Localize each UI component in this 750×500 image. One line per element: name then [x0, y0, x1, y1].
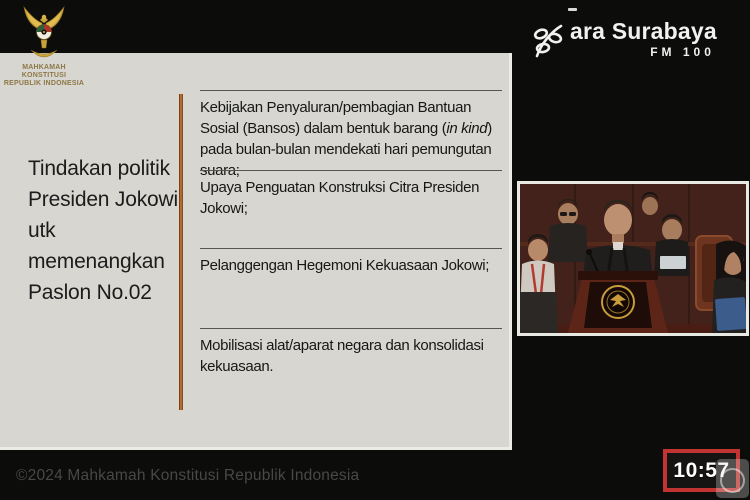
slide-bullet-3: Pelanggengan Hegemoni Kekuasaan Jokowi;: [200, 248, 502, 276]
bullet-1-text: Kebijakan Penyaluran/pembagian Bantuan Sosial (Bansos) dalam bentuk barang (: [200, 99, 472, 137]
presentation-slide: [0, 53, 512, 450]
suara-surabaya-logo-icon: [531, 22, 565, 58]
logo-fragment-dash: [568, 8, 577, 11]
mk-watermark-line2: REPUBLIK INDONESIA: [3, 80, 85, 87]
slide-bullet-list: [200, 53, 502, 447]
slide-bullet-4: Mobilisasi alat/aparat negara dan konsolidasi kekuasaan.: [200, 328, 502, 377]
slide-bullet-1: [200, 90, 502, 181]
courtroom-scene: [520, 184, 746, 333]
mk-watermark-line1: MAHKAMAH KONSTITUSI: [21, 64, 67, 79]
copyright-text: ©2024 Mahkamah Konstitusi Republik Indonesia: [16, 467, 360, 484]
bullet-1-italic-text: in kind: [446, 120, 488, 137]
broadcaster-frequency: FM 100: [650, 45, 715, 59]
video-inset: [517, 181, 749, 336]
translucent-watermark-icon: [716, 459, 749, 498]
broadcaster-logo: [531, 18, 717, 59]
slide-title: Tindakan politik Presiden Jokowi utk memenangkan Paslon No.02: [28, 157, 178, 304]
broadcaster-name: ara Surabaya: [570, 18, 717, 44]
slide-divider-line: [179, 94, 183, 410]
slide-bullet-2: Upaya Penguatan Konstruksi Citra Presiden Jokowi;: [200, 170, 502, 219]
garuda-pancasila-icon: [21, 4, 67, 64]
timestamp-value: 10:57: [673, 458, 730, 482]
bullet-1-text-after: ) pada bulan-bulan mendekati hari pemungutan suara;: [200, 120, 492, 179]
